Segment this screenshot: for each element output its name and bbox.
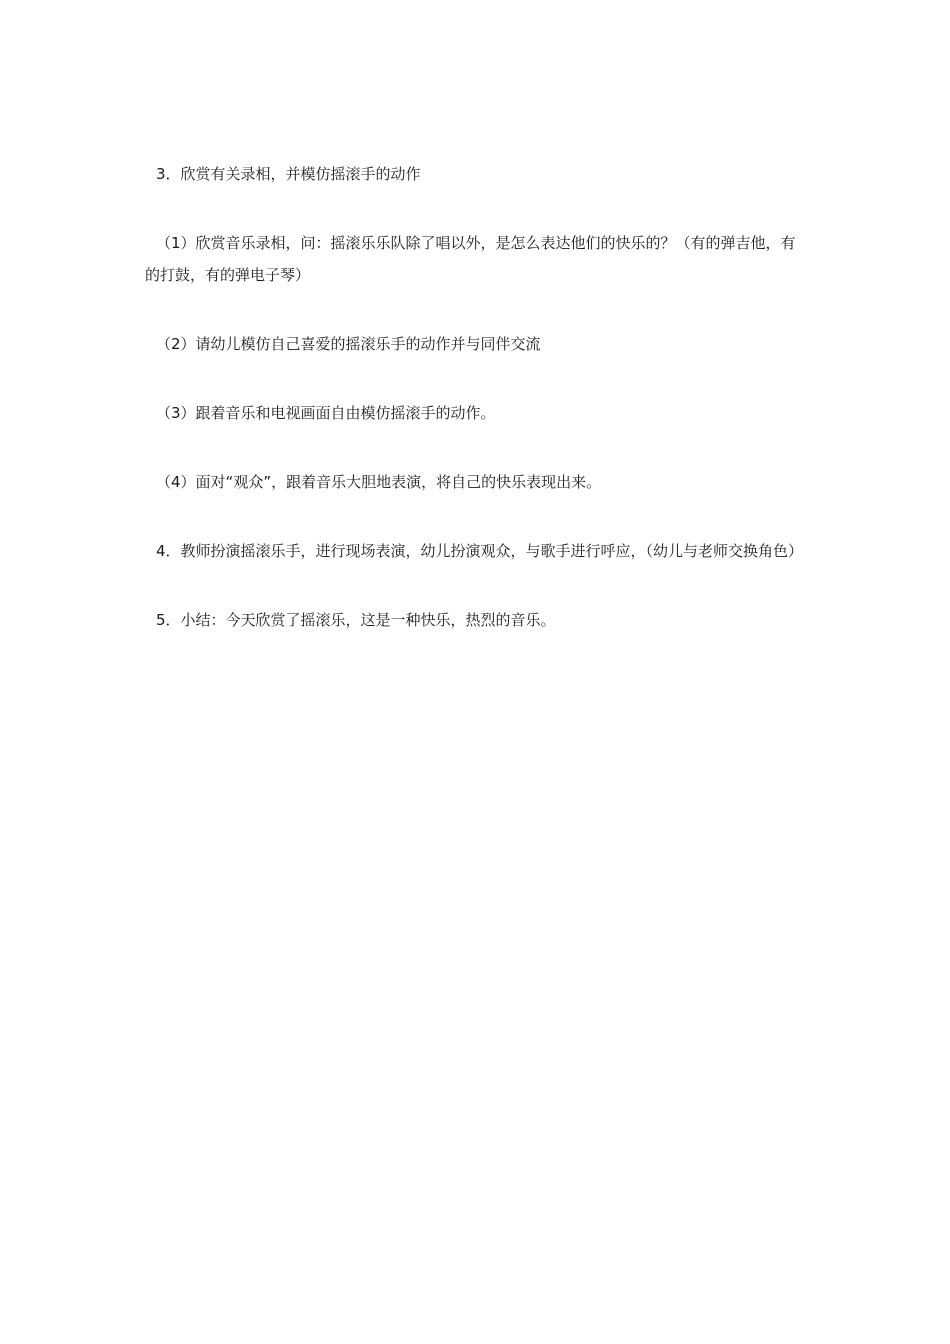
paragraph-step-3: 3．欣赏有关录相，并模仿摇滚手的动作 — [156, 165, 421, 183]
paragraph-step-3-1: （1）欣赏音乐录相，问：摇滚乐乐队除了唱以外，是怎么表达他们的快乐的？（有的弹吉他，有的打鼓，有的弹电子琴） — [145, 234, 796, 284]
paragraph-step-5: 5．小结：今天欣赏了摇滚乐，这是一种快乐，热烈的音乐。 — [156, 611, 556, 629]
paragraph-step-3-3: （3）跟着音乐和电视画面自由模仿摇滚手的动作。 — [156, 404, 496, 422]
document-body — [145, 158, 810, 673]
paragraph-step-3-2: （2）请幼儿模仿自己喜爱的摇滚乐手的动作并与同伴交流 — [156, 335, 541, 353]
paragraph-step-4: 4．教师扮演摇滚乐手，进行现场表演，幼儿扮演观众，与歌手进行呼应，（幼儿与老师交换角色） — [156, 542, 804, 560]
paragraph-step-3-4: （4）面对“观众”，跟着音乐大胆地表演，将自己的快乐表现出来。 — [156, 473, 602, 491]
